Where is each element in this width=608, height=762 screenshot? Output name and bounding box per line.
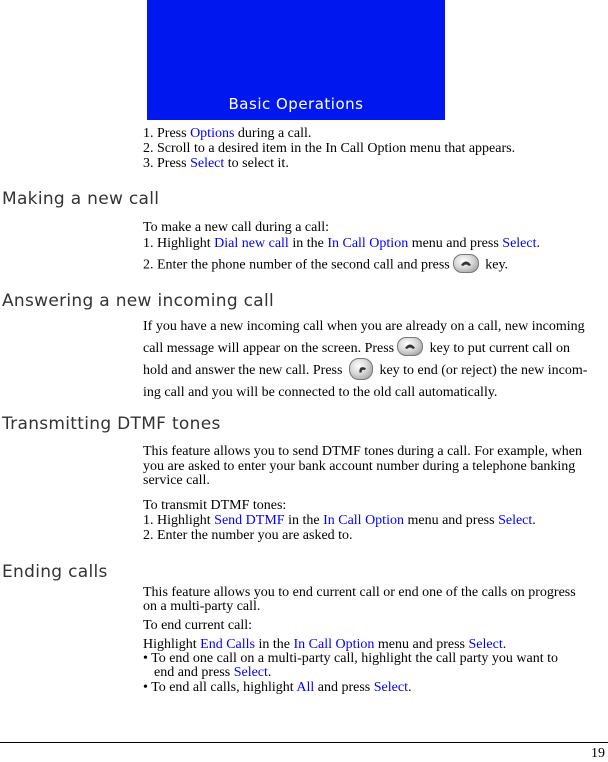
new-call-step-1 [143,236,605,256]
dtmf-step-2: 2. Enter the number you are asked to. [143,527,353,543]
text: in the [255,637,294,652]
ending-section [143,586,605,695]
new-call-step-2 [143,256,605,275]
select-link: Select [502,236,537,251]
send-key-icon [453,254,479,273]
end-key-icon [349,358,373,380]
text: menu and press [374,637,469,652]
incoming-line-2 [143,338,605,360]
text: 1. Highlight [143,236,215,251]
banner-title: Basic Operations [228,95,364,113]
send-key-icon [397,337,423,356]
dtmf-paragraph-line-2: you are asked to enter your bank account number during a telephone banking [143,458,576,474]
text: • To end all calls, highlight [143,680,297,695]
dtmf-section [143,445,605,543]
text: 3. Press [143,156,191,171]
heading-making-new-call: Making a new call [2,189,160,209]
select-link: Select [373,680,408,695]
ending-intro: To end current call: [143,618,253,633]
text: key. [481,257,509,273]
select-link: Select [468,637,503,652]
dtmf-step-1 [143,514,605,529]
text: and press [314,680,374,695]
ending-paragraph-line-1: This feature allows you to end current call or end one of the calls on progress [143,585,576,600]
text: key to put current call on [426,341,570,356]
dtmf-intro: To transmit DTMF tones: [143,497,287,513]
text: during a call. [234,126,312,141]
heading-transmitting-dtmf: Transmitting DTMF tones [2,414,221,434]
text: end and press [154,665,234,680]
text: menu and press [408,236,503,251]
dtmf-paragraph-line-1: This feature allows you to send DTMF tones during a call. For example, when [143,444,582,459]
end-calls-link: End Calls [200,637,256,652]
ending-bullet-1: • To end one call on a multi-party call, highlight the call party you want to [143,651,559,666]
footer-rule [0,742,608,743]
options-link: Options [190,126,235,141]
text: . [536,236,541,251]
text: key to end (or reject) the new incom- [375,363,588,379]
paragraph: To make a new call during a call: [143,220,329,235]
select-link: Select [498,513,533,528]
send-dtmf-link: Send DTMF [214,513,285,528]
intro-step-2: 2. Scroll to a desired item in the In Call Option menu that appears. [143,141,516,156]
ending-paragraph-line-2: on a multi-party call. [143,599,261,614]
text: . [502,637,507,652]
text: . [407,680,412,695]
incoming-section [143,316,605,404]
incoming-line-4: ing call and you will be connected to the old call automatically. [143,385,498,401]
in-call-option-link: In Call Option [327,236,409,251]
text: 2. Enter the phone number of the second call and press [143,257,450,273]
dial-new-call-link: Dial new call [214,236,289,251]
text: . [532,513,536,528]
text: call message will appear on the screen. Press [143,341,395,356]
text: in the [284,513,324,528]
header-banner [147,0,445,120]
heading-answering-incoming-call: Answering a new incoming call [2,291,275,311]
select-link: Select [190,156,225,171]
text: in the [288,236,328,251]
heading-ending-calls: Ending calls [2,562,108,582]
text: menu and press [403,513,499,528]
text: 1. Highlight [143,513,215,528]
ending-step [143,638,605,652]
intro-steps [143,126,605,171]
text: 1. Press [143,126,191,141]
text: Highlight [143,637,201,652]
dtmf-paragraph-line-3: service call. [143,473,210,488]
select-link: Select [233,665,268,680]
incoming-line-1: If you have a new incoming call when you are already on a call, new incoming [143,319,585,334]
text: . [267,665,272,680]
page-number: 19 [591,746,605,761]
text: to select it. [224,156,289,171]
intro-step-3 [143,156,605,171]
ending-bullet-1-cont [143,666,605,680]
ending-bullet-2 [143,681,605,695]
in-call-option-link: In Call Option [293,637,375,652]
in-call-option-link: In Call Option [323,513,404,528]
new-call-section [143,220,605,275]
incoming-line-3 [143,360,605,382]
intro-step-1 [143,126,605,141]
all-link: All [296,680,315,695]
text: hold and answer the new call. Press [143,363,346,379]
